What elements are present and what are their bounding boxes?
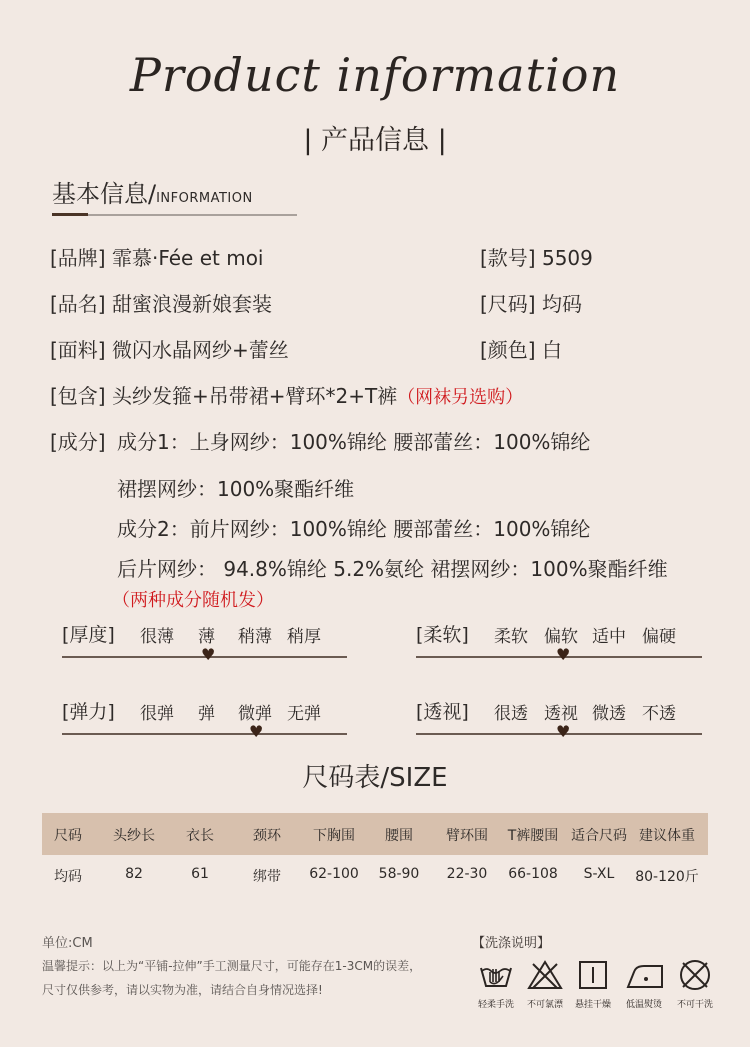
thickness-marker-heart-icon: ♥ <box>201 645 216 664</box>
name-value: 甜蜜浪漫新娘套装 <box>111 292 272 316</box>
elasticity-scale-line <box>62 733 347 735</box>
includes-note: （网袜另选购） <box>397 387 524 408</box>
fabric-value: 微闪水晶网纱+蕾丝 <box>111 338 289 362</box>
info-fabric <box>50 334 289 363</box>
table-header-cell: 腰围 <box>385 828 413 844</box>
care-caption: 不可氯漂 <box>526 1000 563 1010</box>
table-header-cell: 下胸围 <box>313 828 355 844</box>
includes-value: 头纱发箍+吊带裙+臂环*2+T裤 <box>111 384 398 408</box>
care-caption: 轻柔手洗 <box>477 1000 514 1010</box>
transparency-option: 微透 <box>592 704 626 724</box>
care-caption: 低温熨烫 <box>625 1000 662 1010</box>
no-dry-clean-icon <box>678 958 712 992</box>
table-cell: 58-90 <box>378 866 420 882</box>
section-divider <box>52 214 297 216</box>
section-title-en: INFORMATION <box>156 191 253 206</box>
softness-option: 偏硬 <box>642 627 676 647</box>
thickness-option: 稍厚 <box>287 627 321 647</box>
softness-option: 适中 <box>592 627 626 647</box>
info-color <box>480 334 562 363</box>
composition-label: [成分] <box>50 430 106 454</box>
thickness-label: [厚度] <box>62 624 115 646</box>
table-header-cell: 尺码 <box>54 828 82 844</box>
model-value: 5509 <box>541 246 593 270</box>
table-header-cell: T裤腰围 <box>507 828 559 844</box>
table-cell: 66-108 <box>508 866 558 882</box>
table-cell: 61 <box>191 866 209 882</box>
info-model <box>480 242 593 271</box>
info-size <box>480 288 582 317</box>
thickness-option: 很薄 <box>140 627 174 647</box>
table-cell: 80-120斤 <box>635 869 699 885</box>
includes-label: [包含] <box>50 384 106 408</box>
thickness-option: 稍薄 <box>238 627 272 647</box>
thickness-option: 薄 <box>198 627 215 647</box>
info-includes <box>50 380 523 409</box>
composition-line: 成分2：前片网纱：100%锦纶 腰部蕾丝：100%锦纶 <box>117 517 591 541</box>
hand-wash-icon <box>478 958 514 990</box>
color-label: [颜色] <box>480 338 536 362</box>
transparency-option: 透视 <box>544 704 578 724</box>
brand-value: 霏慕·Fée et moi <box>111 246 264 270</box>
table-header-cell: 建议体重 <box>639 828 695 844</box>
table-header-cell: 颈环 <box>253 828 281 844</box>
hang-dry-icon <box>578 960 608 990</box>
care-title: 【洗涤说明】 <box>472 936 551 951</box>
brand-label: [品牌] <box>50 246 106 270</box>
composition-line: 后片网纱： 94.8%锦纶 5.2%氨纶 裙摆网纱：100%聚酯纤维 <box>117 557 668 581</box>
low-iron-icon <box>626 962 664 990</box>
size-value: 均码 <box>541 292 582 316</box>
info-name <box>50 288 272 317</box>
unit-note: 单位:CM <box>42 936 93 951</box>
elasticity-option: 无弹 <box>287 704 321 724</box>
table-cell: 82 <box>125 866 143 882</box>
elasticity-option: 微弹 <box>238 704 272 724</box>
softness-label: [柔软] <box>416 624 469 646</box>
composition-line: 裙摆网纱：100%聚酯纤维 <box>117 477 355 501</box>
table-cell: 22-30 <box>446 866 488 882</box>
table-header-cell: 头纱长 <box>113 828 155 844</box>
transparency-option: 很透 <box>494 704 528 724</box>
elasticity-label: [弹力] <box>62 701 115 723</box>
section-divider-accent <box>52 213 88 216</box>
color-value: 白 <box>541 338 562 362</box>
transparency-label: [透视] <box>416 701 469 723</box>
transparency-marker-heart-icon: ♥ <box>556 722 571 741</box>
care-caption: 不可干洗 <box>676 1000 713 1010</box>
table-header-cell: 适合尺码 <box>571 828 627 844</box>
care-caption: 悬挂干燥 <box>574 1000 611 1010</box>
softness-option: 柔软 <box>494 627 528 647</box>
softness-marker-heart-icon: ♥ <box>556 645 571 664</box>
size-table-title: 尺码表/SIZE <box>302 763 448 793</box>
section-title-cn: 基本信息/ <box>52 180 157 208</box>
name-label: [品名] <box>50 292 106 316</box>
elasticity-option: 很弹 <box>140 704 174 724</box>
measurement-tip: 温馨提示：以上为“平铺-拉伸”手工测量尺寸，可能存在1-3CM的误差， <box>42 959 422 973</box>
table-header-cell: 衣长 <box>186 828 214 844</box>
transparency-option: 不透 <box>642 704 676 724</box>
table-cell: 62-100 <box>309 866 359 882</box>
fabric-label: [面料] <box>50 338 106 362</box>
info-brand <box>50 242 263 271</box>
composition-line: 成分1：上身网纱：100%锦纶 腰部蕾丝：100%锦纶 <box>117 430 591 454</box>
script-title: Product information <box>129 48 621 102</box>
measurement-tip: 尺寸仅供参考，请以实物为准，请结合自身情况选择! <box>42 983 323 997</box>
softness-option: 偏软 <box>544 627 578 647</box>
page-title: | 产品信息 | <box>303 125 447 156</box>
elasticity-marker-heart-icon: ♥ <box>249 722 264 741</box>
model-label: [款号] <box>480 246 536 270</box>
composition-note: （两种成分随机发） <box>112 590 274 611</box>
table-cell: 均码 <box>54 869 82 885</box>
no-bleach-icon <box>527 960 563 990</box>
elasticity-option: 弹 <box>198 704 215 724</box>
table-cell: S-XL <box>583 866 615 882</box>
size-label: [尺码] <box>480 292 536 316</box>
table-cell: 绑带 <box>253 869 281 885</box>
table-header-cell: 臂环围 <box>446 828 488 844</box>
section-heading <box>52 174 253 209</box>
